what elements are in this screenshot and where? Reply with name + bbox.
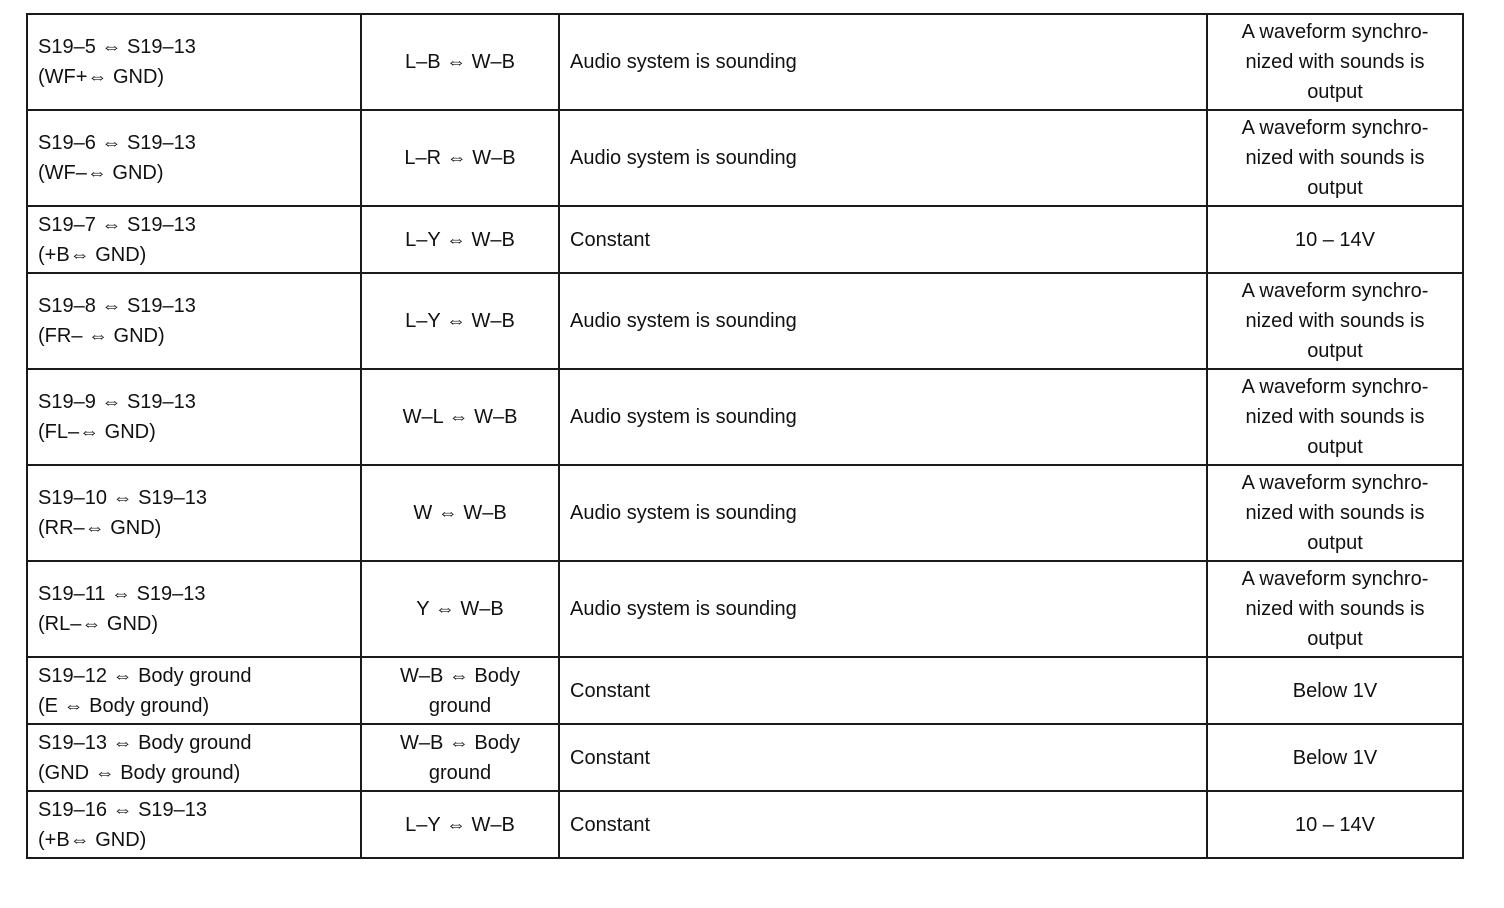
terminal-cell <box>27 561 361 657</box>
wiring-color: L–Y ⇔ W–B <box>361 791 559 858</box>
condition: Audio system is sounding <box>559 273 1207 369</box>
table-row <box>27 561 1463 657</box>
terminal-number: S19–8 ⇔ S19–13 <box>38 295 196 317</box>
terminal-specification-table <box>26 13 1464 859</box>
terminal-cell <box>27 791 361 858</box>
terminal-symbol: (+B⇔ GND) <box>38 828 147 851</box>
table-row <box>27 110 1463 206</box>
terminal-number: S19–11 ⇔ S19–13 <box>38 583 206 605</box>
terminal-number: S19–7 ⇔ S19–13 <box>38 213 196 236</box>
condition: Audio system is sounding <box>559 561 1207 657</box>
condition: Constant <box>559 791 1207 858</box>
terminal-number: S19–5 ⇔ S19–13 <box>38 36 196 58</box>
specified-condition: A waveform synchro-nized with sounds is output <box>1207 110 1463 206</box>
wiring-color: L–Y ⇔ W–B <box>361 206 559 273</box>
terminal-cell <box>27 657 361 724</box>
terminal-symbol: (+B⇔ GND) <box>38 243 147 266</box>
table-row <box>27 657 1463 724</box>
table-row <box>27 369 1463 465</box>
condition: Audio system is sounding <box>559 110 1207 206</box>
wiring-color: W–B ⇔ Body ground <box>361 724 559 791</box>
wiring-color: L–Y ⇔ W–B <box>361 273 559 369</box>
specified-condition: A waveform synchro-nized with sounds is output <box>1207 561 1463 657</box>
condition: Audio system is sounding <box>559 369 1207 465</box>
wiring-color: L–B ⇔ W–B <box>361 14 559 110</box>
specified-condition: 10 – 14V <box>1207 791 1463 858</box>
condition: Audio system is sounding <box>559 465 1207 561</box>
terminal-symbol: (RL–⇔ GND) <box>38 613 159 635</box>
terminal-symbol: (FR– ⇔ GND) <box>38 325 165 347</box>
terminal-number: S19–12 ⇔ Body ground <box>38 664 252 687</box>
terminal-number: S19–16 ⇔ S19–13 <box>38 798 208 821</box>
condition: Constant <box>559 206 1207 273</box>
terminal-cell <box>27 14 361 110</box>
terminal-number: S19–9 ⇔ S19–13 <box>38 391 196 413</box>
terminal-symbol: (RR–⇔ GND) <box>38 517 162 539</box>
table-row <box>27 14 1463 110</box>
table-row <box>27 465 1463 561</box>
specified-condition: A waveform synchro-nized with sounds is output <box>1207 14 1463 110</box>
wiring-color: W–L ⇔ W–B <box>361 369 559 465</box>
condition: Constant <box>559 657 1207 724</box>
terminal-cell <box>27 273 361 369</box>
terminal-symbol: (E ⇔ Body ground) <box>38 694 210 717</box>
terminal-symbol: (FL–⇔ GND) <box>38 421 156 443</box>
wiring-color: L–R ⇔ W–B <box>361 110 559 206</box>
terminal-cell <box>27 724 361 791</box>
table-row <box>27 791 1463 858</box>
condition: Constant <box>559 724 1207 791</box>
table-row <box>27 273 1463 369</box>
specified-condition: A waveform synchro-nized with sounds is output <box>1207 465 1463 561</box>
specified-condition: Below 1V <box>1207 724 1463 791</box>
wiring-color: W ⇔ W–B <box>361 465 559 561</box>
specified-condition: A waveform synchro-nized with sounds is output <box>1207 369 1463 465</box>
terminal-cell <box>27 206 361 273</box>
wiring-color: Y ⇔ W–B <box>361 561 559 657</box>
table-row <box>27 724 1463 791</box>
terminal-cell <box>27 369 361 465</box>
terminal-symbol: (GND ⇔ Body ground) <box>38 761 241 784</box>
terminal-cell <box>27 110 361 206</box>
table-row <box>27 206 1463 273</box>
specified-condition: 10 – 14V <box>1207 206 1463 273</box>
specified-condition: A waveform synchro-nized with sounds is output <box>1207 273 1463 369</box>
terminal-number: S19–6 ⇔ S19–13 <box>38 132 196 154</box>
terminal-cell <box>27 465 361 561</box>
terminal-number: S19–13 ⇔ Body ground <box>38 731 252 754</box>
terminal-number: S19–10 ⇔ S19–13 <box>38 487 208 509</box>
wiring-color: W–B ⇔ Body ground <box>361 657 559 724</box>
terminal-symbol: (WF–⇔ GND) <box>38 162 164 184</box>
condition: Audio system is sounding <box>559 14 1207 110</box>
specified-condition: Below 1V <box>1207 657 1463 724</box>
terminal-symbol: (WF+⇔ GND) <box>38 66 165 88</box>
